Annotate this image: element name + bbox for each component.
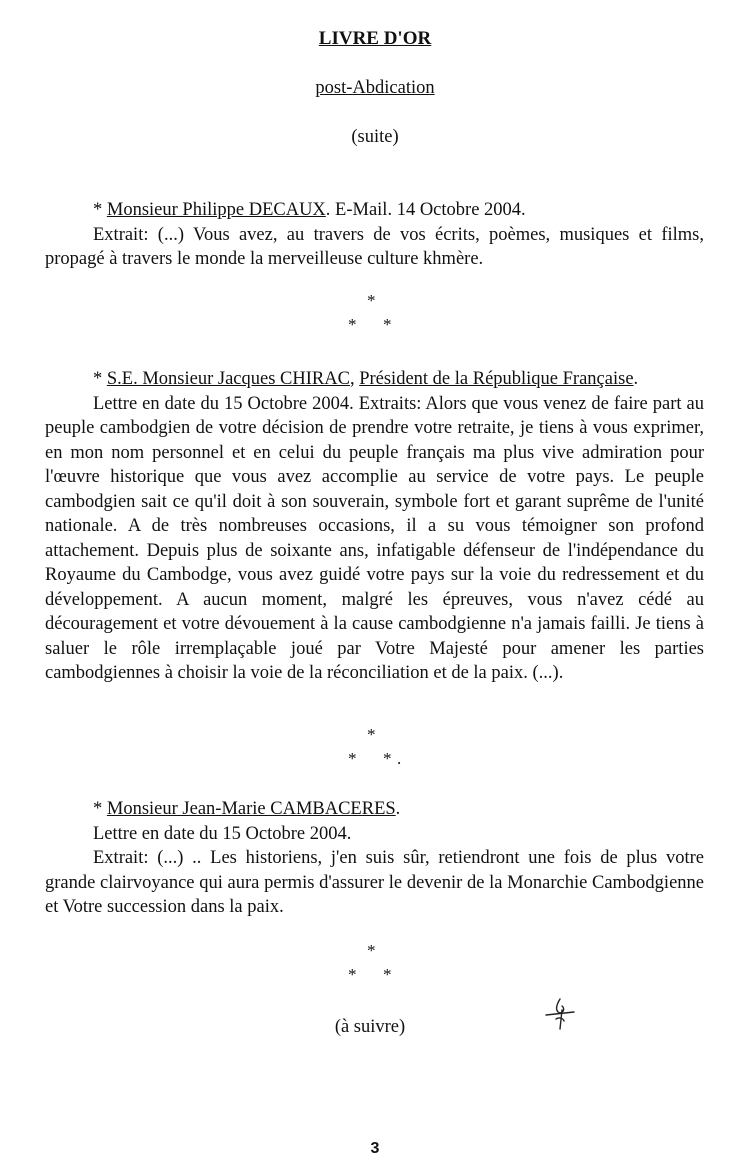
- entry-text: Lettre en date du 15 Octobre 2004. Extraits: Alors que vous venez de faire part au peuple cambodgien de votre décision de prendre votre retraite, je tiens à vous exprimer, en mon nom personnel et en celui du peuple français ma plus vive admiration pour l'œuvre historique que vous avez accomplie au service de votre pays. Le peuple cambodgien sait ce qu'il doit à son souverain, symbole fort et garant suprême de l'unité nationale. A de très nombreuses occasions, il a su vous témoigner son profond attachement. Depuis plus de soixante ans, infatigable défenseur de l'indépendance du Royaume du Cambodge, vous avez guidé votre pays sur la voie du redressement et du développement. A aucun moment, malgré les épreuves, vous n'avez cédé au découragement et votre dévouement à la cause cambodgienne n'a jamais failli. Je tiens à saluer le rôle irremplaçable joué par Votre Majesté pour amener les parties cambodgiennes à choisir la voie de la réconciliation et de la paix. (...).: [45, 393, 704, 683]
- asterism-separator: [330, 291, 410, 337]
- entry-chirac: [45, 367, 704, 686]
- star-mark: *: [348, 965, 357, 984]
- star-mark: *: [383, 749, 392, 768]
- asterism-separator: [330, 725, 410, 771]
- entry-heading: * Monsieur Philippe DECAUX. E-Mail. 14 Octobre 2004.: [93, 200, 526, 220]
- initials-signature-icon: [540, 995, 580, 1035]
- asterism-separator: [330, 941, 410, 987]
- entry-text: Extrait: (...) Vous avez, au travers de vos écrits, poèmes, musiques et films, propagé à travers le monde la merveilleuse culture khmère.: [45, 224, 704, 269]
- entry-heading: * S.E. Monsieur Jacques CHIRAC, Président de la République Française.: [93, 369, 639, 389]
- star-mark: *: [367, 725, 376, 744]
- page-subtitle: post-Abdication: [315, 78, 435, 98]
- entry-author: Monsieur Philippe DECAUX: [106, 200, 326, 220]
- page-title: LIVRE D'OR: [318, 28, 432, 49]
- continued-label: (à suivre): [334, 1017, 406, 1037]
- star-mark: *: [348, 749, 357, 768]
- star-mark: *: [367, 291, 376, 310]
- entry-meta: . E-Mail. 14 Octobre 2004.: [325, 200, 526, 220]
- entry-author: S.E. Monsieur Jacques CHIRAC: [106, 369, 350, 389]
- entry-role: Président de la République Française: [359, 369, 634, 389]
- star-mark: *: [348, 315, 357, 334]
- entry-heading: * Monsieur Jean-Marie CAMBACERES.: [93, 799, 401, 819]
- entry-author: Monsieur Jean-Marie CAMBACERES: [106, 799, 396, 819]
- entry-text: Lettre en date du 15 Octobre 2004.: [93, 823, 352, 844]
- star-mark: *: [367, 941, 376, 960]
- page-number: 3: [370, 1140, 380, 1157]
- entry-decaux: [45, 198, 704, 272]
- trailing-dot: .: [397, 749, 402, 768]
- entry-text: Extrait: (...) .. Les historiens, j'en suis sûr, retiendront une fois de plus votre grande clairvoyance qui aura permis d'assurer le devenir de la Monarchie Cambodgienne et Votre succession dans la paix.: [45, 848, 704, 917]
- entry-cambaceres: [45, 797, 704, 920]
- star-mark: *: [383, 315, 392, 334]
- suite-label: (suite): [351, 127, 399, 147]
- star-mark: *: [383, 965, 392, 984]
